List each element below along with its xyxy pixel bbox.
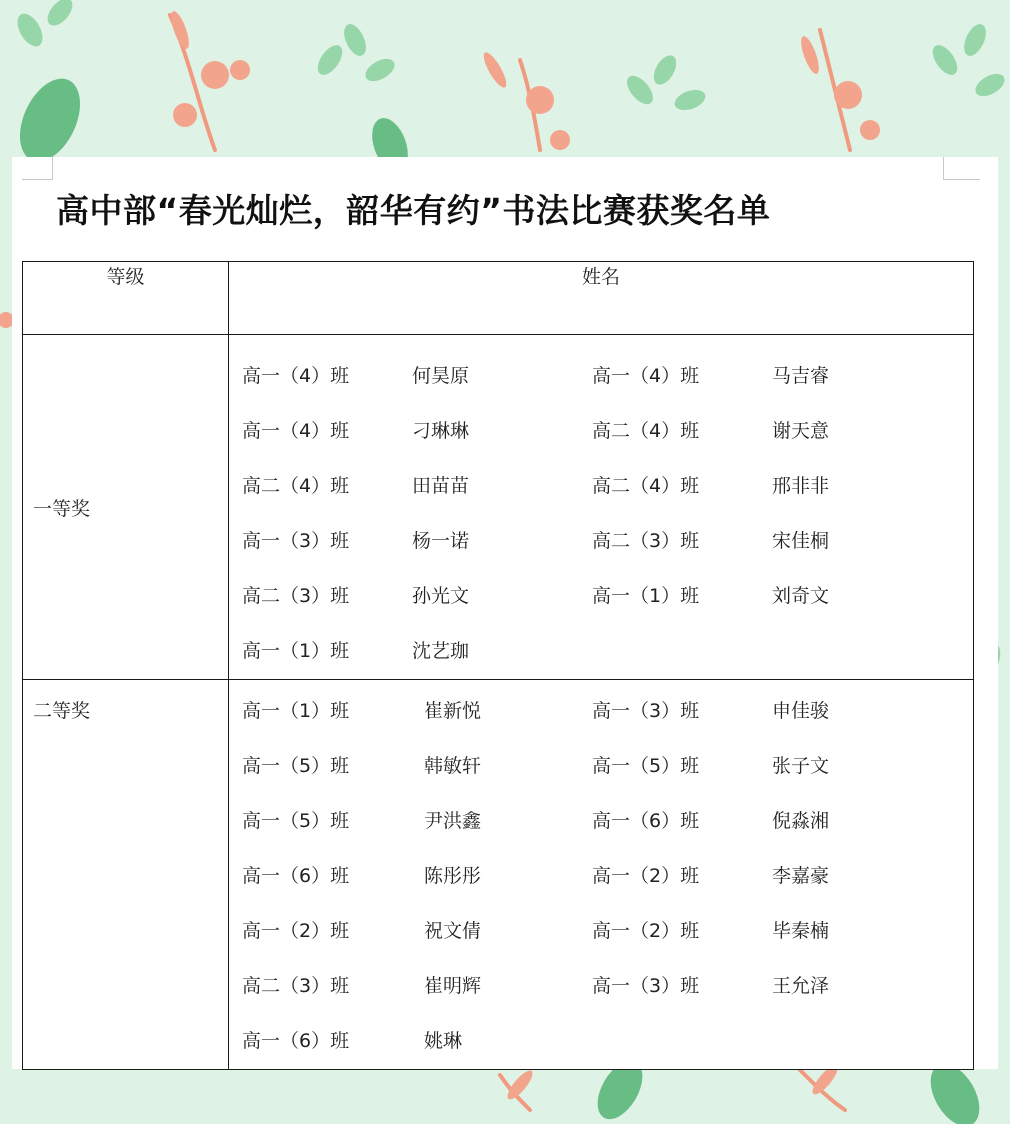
class-label: 高一（1）班 [592, 585, 700, 607]
class-label: 高一（1）班 [242, 700, 350, 722]
list-item [242, 512, 592, 567]
names-cell [229, 335, 974, 680]
list-item [592, 682, 972, 737]
student-name: 孙光文 [412, 585, 470, 607]
list-item [242, 1012, 592, 1067]
student-name: 崔新悦 [424, 700, 482, 722]
names-cell [229, 680, 974, 1070]
list-item [592, 792, 972, 847]
student-name: 宋佳桐 [772, 530, 830, 552]
student-name: 毕秦楠 [772, 920, 830, 942]
list-item [592, 847, 972, 902]
margin-mark-top-right [943, 157, 980, 180]
list-item [242, 567, 592, 622]
list-item [242, 457, 592, 512]
class-label: 高一（4）班 [242, 365, 350, 387]
class-label: 高一（6）班 [592, 810, 700, 832]
list-item [592, 737, 972, 792]
class-label: 高二（4）班 [242, 475, 350, 497]
class-label: 高一（4）班 [242, 420, 350, 442]
class-label: 高一（2）班 [592, 865, 700, 887]
student-name: 邢非非 [772, 475, 830, 497]
student-name: 陈彤彤 [424, 865, 482, 887]
student-name: 马吉睿 [772, 365, 830, 387]
class-label: 高一（3）班 [242, 530, 350, 552]
student-name: 韩敏轩 [424, 755, 482, 777]
class-label: 高一（2）班 [242, 920, 350, 942]
name-list [229, 680, 973, 1069]
class-label: 高一（5）班 [242, 755, 350, 777]
class-label: 高二（3）班 [242, 975, 350, 997]
student-name: 姚琳 [424, 1030, 463, 1052]
class-label: 高一（6）班 [242, 1030, 350, 1052]
list-item [592, 512, 972, 567]
student-name: 申佳骏 [772, 700, 830, 722]
list-item [592, 902, 972, 957]
student-name: 刁琳琳 [412, 420, 470, 442]
list-item [242, 347, 592, 402]
list-item [592, 347, 972, 402]
class-label: 高一（4）班 [592, 365, 700, 387]
class-label: 高二（4）班 [592, 475, 700, 497]
student-name: 刘奇文 [772, 585, 830, 607]
document-page [12, 157, 998, 1069]
header-name: 姓名 [229, 262, 974, 335]
class-label: 高一（6）班 [242, 865, 350, 887]
student-name: 倪淼湘 [772, 810, 830, 832]
student-name: 谢天意 [772, 420, 830, 442]
name-list [229, 335, 973, 679]
list-item [592, 567, 972, 622]
student-name: 崔明辉 [424, 975, 482, 997]
level-cell [23, 335, 229, 680]
header-level: 等级 [23, 262, 229, 335]
student-name: 尹洪鑫 [424, 810, 482, 832]
award-row-first-prize [23, 335, 974, 680]
list-item [592, 402, 972, 457]
list-item [242, 957, 592, 1012]
class-label: 高二（4）班 [592, 420, 700, 442]
list-item [242, 402, 592, 457]
list-item [592, 957, 972, 1012]
award-table [22, 261, 974, 1070]
student-name: 张子文 [772, 755, 830, 777]
list-item [242, 847, 592, 902]
list-item [592, 457, 972, 512]
class-label: 高二（3）班 [592, 530, 700, 552]
class-label: 高一（3）班 [592, 975, 700, 997]
student-name: 何昊原 [412, 365, 470, 387]
class-label: 高一（1）班 [242, 640, 350, 662]
class-label: 高二（3）班 [242, 585, 350, 607]
award-row-second-prize [23, 680, 974, 1070]
class-label: 高一（2）班 [592, 920, 700, 942]
student-name: 杨一诺 [412, 530, 470, 552]
student-name: 祝文倩 [424, 920, 482, 942]
list-item [242, 737, 592, 792]
level-label: 二等奖 [33, 700, 91, 722]
list-item [242, 682, 592, 737]
student-name: 王允泽 [772, 975, 830, 997]
class-label: 高一（5）班 [592, 755, 700, 777]
margin-mark-top-left [22, 157, 53, 180]
list-item [242, 902, 592, 957]
class-label: 高一（5）班 [242, 810, 350, 832]
list-item [242, 792, 592, 847]
student-name: 沈艺珈 [412, 640, 470, 662]
class-label: 高一（3）班 [592, 700, 700, 722]
level-cell [23, 680, 229, 1070]
level-label: 一等奖 [33, 497, 91, 520]
table-header-row [23, 262, 974, 335]
page-title: 高中部“春光灿烂，韶华有约”书法比赛获奖名单 [56, 191, 771, 230]
list-item [242, 622, 592, 677]
student-name: 李嘉豪 [772, 865, 830, 887]
student-name: 田苗苗 [412, 475, 470, 497]
